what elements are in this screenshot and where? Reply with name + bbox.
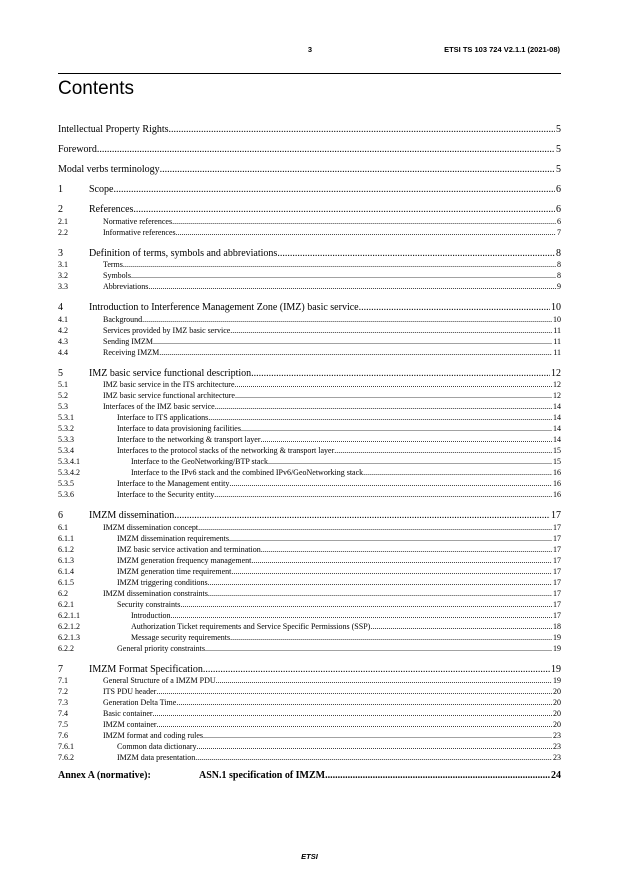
toc-entry-page: 12 [553,380,561,389]
toc-entry[interactable] [58,249,561,259]
toc-leader-dots [261,436,553,444]
toc-leader-dots [325,771,550,781]
toc-entry[interactable] [58,165,561,175]
toc-entry[interactable] [58,205,561,215]
toc-entry[interactable] [58,721,561,729]
toc-entry[interactable] [58,272,561,280]
toc-leader-dots [159,349,552,357]
toc-entry[interactable] [58,743,561,751]
toc-entry[interactable] [58,218,561,226]
toc-leader-dots [195,754,552,762]
toc-entry-title: Services provided by IMZ basic service [103,325,231,335]
toc-entry-number: 4.2 [58,325,68,335]
toc-entry-number: 4.1 [58,314,68,324]
toc-leader-dots [229,480,552,488]
toc-entry-number: 1 [58,184,63,195]
toc-entry[interactable] [58,480,561,488]
toc-entry-number: 2.1 [58,216,68,226]
toc-entry-number: 6.2 [58,588,68,598]
toc-entry-number: 5.3.1 [58,413,74,422]
toc-entry[interactable] [58,665,561,675]
toc-leader-dots [203,665,550,675]
toc-leader-dots [208,579,552,587]
toc-leader-dots [176,229,556,237]
toc-entry-number: 6.1.4 [58,566,74,576]
toc-leader-dots [197,743,552,751]
toc-entry-title: Interface to the GeoNetworking/BTP stack [131,457,268,466]
toc-entry-page: 14 [553,424,561,433]
toc-entry-page: 14 [553,435,561,444]
toc-entry-title: Abbreviations [103,282,149,291]
toc-entry[interactable] [58,524,561,532]
toc-entry[interactable] [58,732,561,740]
toc-entry-title: IMZM generation time requirement [117,566,232,576]
toc-entry[interactable] [58,511,561,521]
toc-entry-number: Annex A (normative): [58,770,151,781]
toc-entry-title: Basic container [103,709,153,718]
toc-entry-page: 16 [553,490,561,499]
toc-entry[interactable] [58,469,561,477]
toc-entry[interactable] [58,601,561,609]
toc-entry-page: 6 [557,216,561,226]
toc-leader-dots [148,283,556,291]
toc-entry[interactable] [58,303,561,313]
toc-entry[interactable] [58,261,561,269]
toc-entry-title: IMZM format and coding rules [103,731,203,740]
toc-entry-page: 16 [553,468,561,477]
toc-entry-title: Intellectual Property Rights [58,124,169,135]
toc-entry-number: 7.1 [58,676,68,685]
toc-leader-dots [123,261,556,269]
toc-entry-number: 5.3.5 [58,479,74,488]
toc-entry-page: 18 [553,621,561,631]
toc-entry-page: 17 [553,522,561,532]
toc-leader-dots [208,414,552,422]
toc-entry-number: 5.3.4.2 [58,468,80,477]
toc-entry-number: 6.2.1.3 [58,632,80,642]
toc-entry[interactable] [58,436,561,444]
toc-entry[interactable] [58,414,561,422]
toc-entry-page: 8 [556,247,561,259]
toc-entry-title: Interface to the Management entity [117,479,230,488]
toc-entry[interactable] [58,699,561,707]
toc-entry-page: 12 [553,391,561,400]
toc-entry-page: 23 [553,753,561,762]
toc-leader-dots [229,535,552,543]
toc-entry[interactable] [58,688,561,696]
toc-entry-title: Informative references [103,227,176,237]
toc-entry[interactable] [58,612,561,620]
toc-leader-dots [334,447,552,455]
toc-entry-page: 5 [556,124,561,135]
toc-entry[interactable] [58,557,561,565]
toc-entry-number: 7.6.2 [58,753,74,762]
toc-entry-number: 5 [58,367,63,379]
toc-entry[interactable] [58,771,561,781]
toc-leader-dots [370,623,552,631]
toc-entry-title: IMZ basic service functional architecture [103,391,235,400]
toc-entry-number: 5.2 [58,391,68,400]
page-number: 3 [307,45,313,54]
toc-entry-title: IMZM generation frequency management [117,555,252,565]
toc-entry-page: 16 [553,479,561,488]
toc-entry-title: Interface to the networking & transport layer [117,435,261,444]
toc-leader-dots [216,677,552,685]
toc-leader-dots [230,327,552,335]
toc-entry[interactable] [58,381,561,389]
toc-entry-title: Terms [103,260,123,269]
toc-entry-number: 7.5 [58,720,68,729]
toc-entry-title: Message security requirements [131,632,231,642]
toc-leader-dots [231,568,552,576]
toc-entry-title: Security constraints [117,599,181,609]
toc-entry-page: 10 [553,314,561,324]
document-id: ETSI TS 103 724 V2.1.1 (2021-08) [444,45,560,54]
toc-entry-number: 3.2 [58,271,68,280]
toc-entry-title: Interfaces of the IMZ basic service [103,402,215,411]
toc-entry-title: IMZM dissemination [89,510,175,521]
toc-entry-number: 5.3.2 [58,424,74,433]
toc-entry-page: 17 [553,588,561,598]
toc-leader-dots [142,316,552,324]
toc-entry-title: IMZM triggering conditions [117,577,208,587]
toc-entry-page: 19 [553,632,561,642]
toc-entry[interactable] [58,403,561,411]
toc-entry[interactable] [58,145,561,155]
toc-entry-number: 3.3 [58,282,68,291]
toc-entry-page: 5 [556,164,561,175]
toc-entry[interactable] [58,125,561,135]
toc-entry[interactable] [58,185,561,195]
toc-entry-page: 15 [553,446,561,455]
page-title: Contents [58,78,135,99]
toc-entry-number: 4.3 [58,336,68,346]
toc-leader-dots [261,546,552,554]
toc-entry[interactable] [58,590,561,598]
toc-leader-dots [268,458,552,466]
toc-entry-title: IMZM dissemination concept [103,522,199,532]
toc-leader-dots [359,303,550,313]
toc-entry-page: 8 [557,271,561,280]
toc-leader-dots [176,699,552,707]
toc-leader-dots [113,185,555,195]
toc-entry-number: 6.2.1 [58,599,74,609]
toc-leader-dots [215,403,552,411]
toc-entry-page: 17 [553,577,561,587]
toc-entry-page: 23 [553,731,561,740]
toc-entry-number: 7 [58,663,63,675]
toc-entry-title: Interface to the Security entity [117,490,215,499]
toc-leader-dots [214,491,552,499]
toc-entry-page: 12 [551,367,561,379]
toc-entry-title: Generation Delta Time [103,698,177,707]
toc-leader-dots [171,612,552,620]
toc-entry-title: IMZ basic service activation and termination [117,544,261,554]
toc-leader-dots [230,634,552,642]
toc-entry[interactable] [58,316,561,324]
toc-entry-page: 20 [553,709,561,718]
toc-leader-dots [133,205,555,215]
toc-entry-title: Sending IMZM [103,336,153,346]
toc-leader-dots [174,511,550,521]
toc-entry-number: 7.4 [58,709,68,718]
toc-entry[interactable] [58,645,561,653]
toc-entry-title: Definition of terms, symbols and abbreviations [89,247,278,259]
toc-leader-dots [97,145,555,155]
toc-entry-title: Modal verbs terminology [58,164,160,175]
toc-entry-page: 17 [551,510,561,521]
toc-entry-number: 2.2 [58,227,68,237]
toc-entry-number: 4.4 [58,347,68,357]
toc-entry[interactable] [58,634,561,642]
toc-leader-dots [205,645,552,653]
toc-entry-number: 6.1.2 [58,544,74,554]
toc-leader-dots [277,249,555,259]
toc-entry[interactable] [58,710,561,718]
toc-entry[interactable] [58,229,561,237]
toc-entry-page: 5 [556,144,561,155]
toc-entry-page: 15 [553,457,561,466]
toc-entry-title: Interface to ITS applications [117,413,209,422]
toc-entry-page: 17 [553,610,561,620]
toc-entry[interactable] [58,568,561,576]
toc-entry-number: 6.1.5 [58,577,74,587]
toc-leader-dots [208,590,552,598]
toc-entry-page: 17 [553,599,561,609]
toc-entry-title: Normative references [103,216,173,226]
toc-leader-dots [241,425,552,433]
toc-entry-page: 17 [553,533,561,543]
toc-entry-page: 20 [553,720,561,729]
toc-entry-title: IMZM data presentation [117,753,196,762]
toc-entry[interactable] [58,677,561,685]
toc-entry[interactable] [58,491,561,499]
toc-entry-title: Introduction to Interference Management Zone (IMZ) basic service [89,302,359,313]
toc-leader-dots [203,732,552,740]
toc-leader-dots [172,218,556,226]
toc-entry-number: 5.3.3 [58,435,74,444]
toc-entry-number: 7.6 [58,731,68,740]
toc-entry[interactable] [58,754,561,762]
toc-entry[interactable] [58,546,561,554]
toc-entry-title: Interface to data provisioning facilities [117,424,241,433]
toc-entry-title: Common data dictionary [117,742,197,751]
toc-entry-number: 6.2.1.1 [58,610,80,620]
toc-entry-number: 5.1 [58,380,68,389]
toc-entry-title: Receiving IMZM [103,347,160,357]
toc-entry-page: 19 [553,643,561,653]
toc-entry-title: Introduction [131,610,171,620]
toc-entry-page: 23 [553,742,561,751]
toc-entry-page: 7 [557,227,561,237]
toc-entry-page: 19 [551,663,561,675]
toc-entry[interactable] [58,623,561,631]
toc-entry-title: IMZ basic service functional description [89,367,252,379]
toc-leader-dots [156,688,552,696]
toc-entry-page: 8 [557,260,561,269]
toc-leader-dots [198,524,552,532]
toc-leader-dots [131,272,556,280]
toc-entry-title: Authorization Ticket requirements and Service Specific Permissions (SSP) [131,621,371,631]
toc-entry-page: 6 [556,204,561,215]
toc-entry-page: 11 [553,336,561,346]
toc-leader-dots [180,601,552,609]
toc-entry-page: 11 [553,347,561,357]
toc-entry-number: 3 [58,247,63,259]
toc-entry-number: 6.1.3 [58,555,74,565]
toc-entry[interactable] [58,349,561,357]
toc-entry-number: 5.3.6 [58,490,74,499]
toc-entry-page: 20 [553,687,561,696]
toc-entry-title: Interface to the IPv6 stack and the combined IPv6/GeoNetworking stack [131,468,364,477]
toc-leader-dots [157,721,552,729]
toc-entry-title: Background [103,314,143,324]
toc-entry[interactable] [58,369,561,379]
toc-entry-number: 7.3 [58,698,68,707]
toc-entry-title: Symbols [103,271,132,280]
toc-entry[interactable] [58,338,561,346]
toc-entry-page: 17 [553,555,561,565]
toc-leader-dots [153,710,552,718]
toc-entry-number: 2 [58,204,63,215]
toc-entry-number: 5.3 [58,402,68,411]
toc-entry-title: General Structure of a IMZM PDU [103,676,216,685]
toc-entry-number: 6.1 [58,522,68,532]
toc-entry-title: IMZM container [103,720,157,729]
toc-entry-page: 14 [553,413,561,422]
toc-entry[interactable] [58,535,561,543]
toc-entry-page: 14 [553,402,561,411]
toc-leader-dots [363,469,552,477]
toc-entry[interactable] [58,283,561,291]
toc-entry-number: 7.2 [58,687,68,696]
toc-entry-number: 3.1 [58,260,68,269]
toc-entry-page: 20 [553,698,561,707]
toc-leader-dots [169,125,555,135]
toc-entry-title: IMZ basic service in the ITS architecture [103,380,235,389]
toc-leader-dots [235,381,553,389]
toc-entry[interactable] [58,327,561,335]
toc-entry[interactable] [58,579,561,587]
toc-entry-page: 17 [553,566,561,576]
toc-entry-number: 6.1.1 [58,533,74,543]
toc-entry-page: 9 [557,282,561,291]
toc-leader-dots [153,338,552,346]
toc-entry-title: IMZM Format Specification [89,663,203,675]
toc-entry[interactable] [58,392,561,400]
toc-entry-title: ASN.1 specification of IMZM [199,770,326,781]
toc-leader-dots [235,392,552,400]
toc-entry-number: 6.2.1.2 [58,621,80,631]
toc-entry-page: 10 [551,302,561,313]
toc-entry-title: Scope [89,184,114,195]
toc-entry-title: References [89,204,134,215]
toc-entry-title: IMZM dissemination constraints [103,588,208,598]
toc-entry-page: 17 [553,544,561,554]
toc-entry-title: Foreword [58,144,97,155]
toc-leader-dots [251,557,552,565]
toc-entry-title: IMZM dissemination requirements [117,533,229,543]
toc-entry-page: 11 [553,325,561,335]
toc-entry-page: 6 [556,184,561,195]
table-of-contents [58,0,561,877]
toc-entry-page: 24 [551,770,561,781]
toc-entry-number: 4 [58,302,63,313]
toc-entry-number: 6.2.2 [58,643,74,653]
toc-entry[interactable] [58,425,561,433]
toc-leader-dots [251,369,550,379]
toc-entry-title: ITS PDU header [103,687,157,696]
toc-entry-number: 5.3.4.1 [58,457,80,466]
toc-entry[interactable] [58,458,561,466]
toc-entry-number: 5.3.4 [58,446,74,455]
toc-entry-page: 19 [553,676,561,685]
toc-entry-number: 6 [58,510,63,521]
toc-entry-title: Interfaces to the protocol stacks of the networking & transport layer [117,446,335,455]
toc-entry[interactable] [58,447,561,455]
toc-entry-number: 7.6.1 [58,742,74,751]
toc-entry-title: General priority constraints [117,643,205,653]
toc-leader-dots [160,165,555,175]
footer-etsi: ETSI [301,852,318,861]
